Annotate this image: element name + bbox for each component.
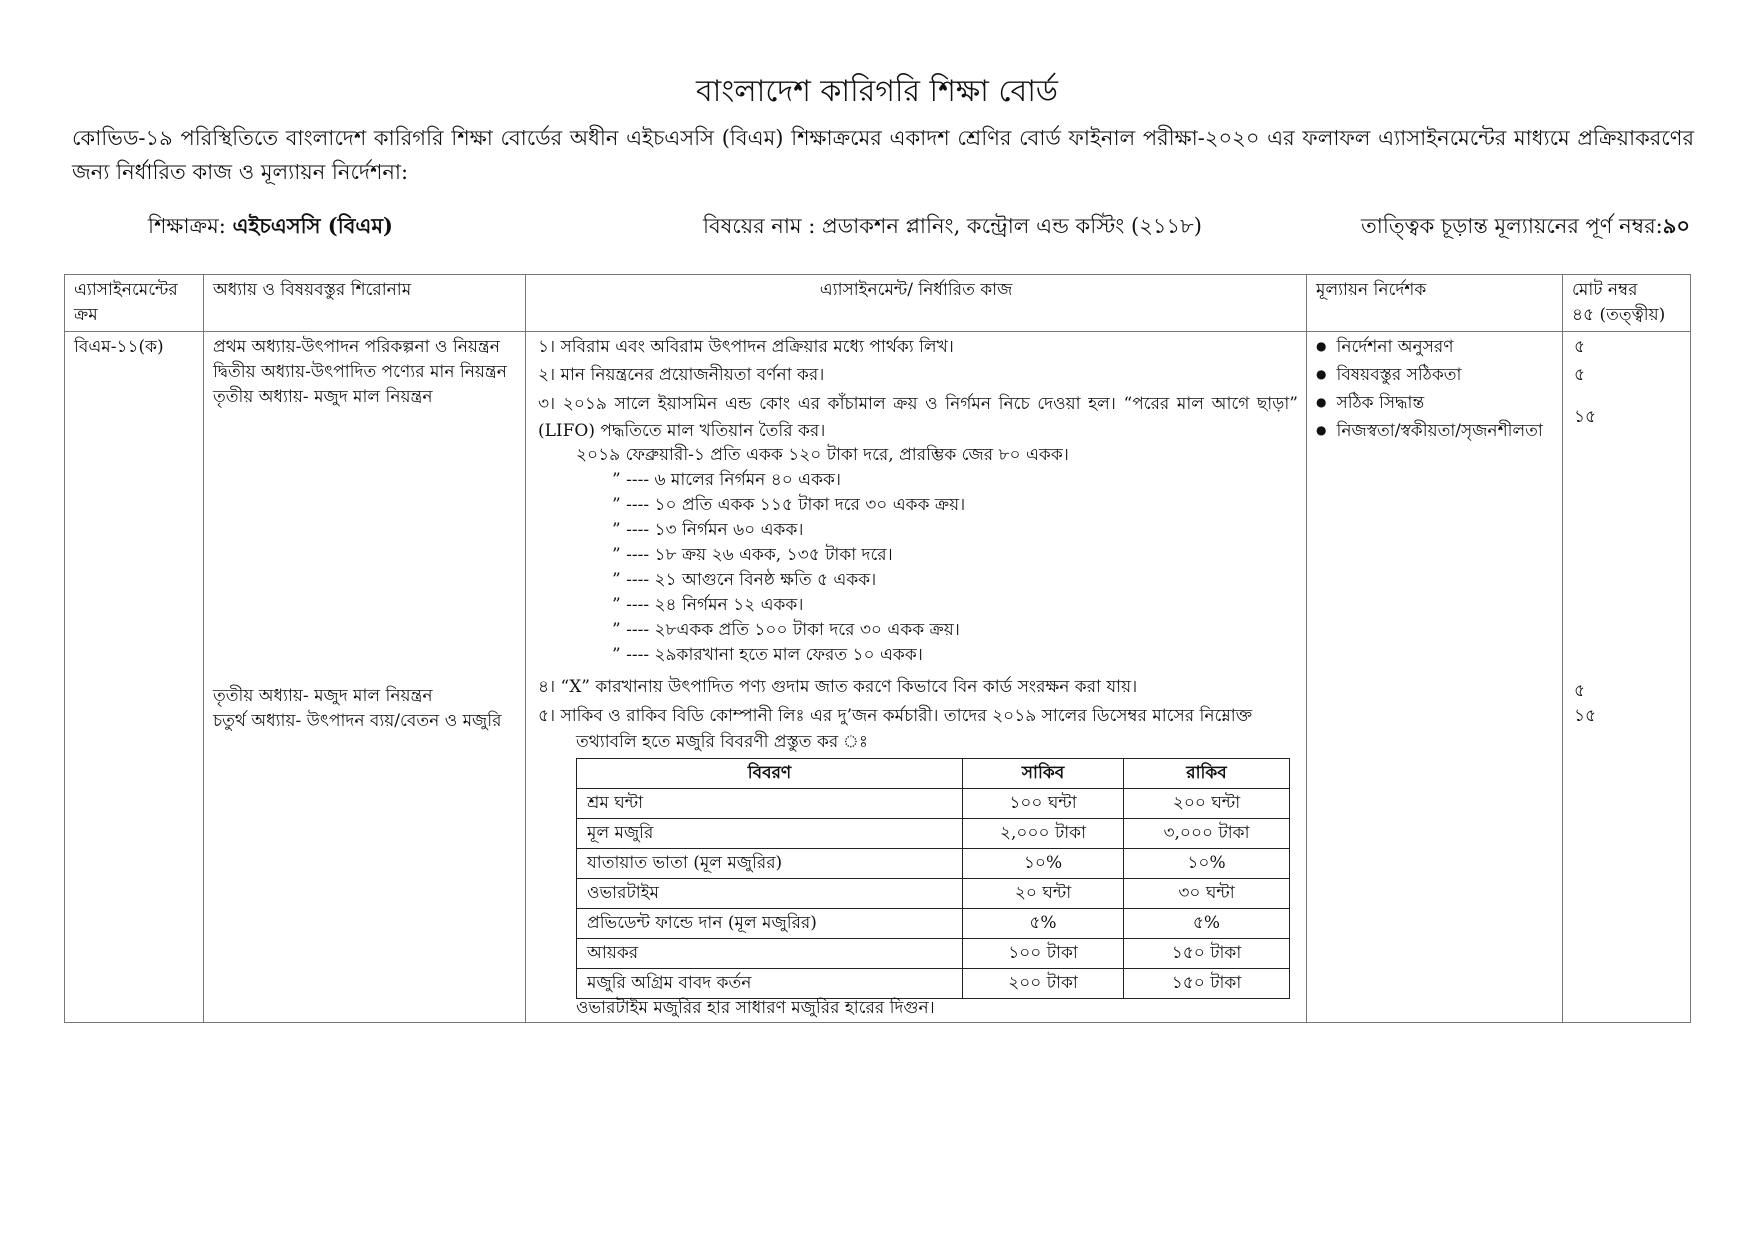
chapter-item: তৃতীয় অধ্যায়- মজুদ মাল নিয়ন্ত্রন [213, 387, 433, 407]
wage-rakib: ১০% [1124, 849, 1290, 879]
question-3: ৩। ২০১৯ সালে ইয়াসমিন এন্ড কোং এর কাঁচামাল ক্রয় ও নির্গমন নিচে দেওয়া হল। “পরের মাল আগে ছাড়া” (LIFO) পদ্ধতিতে মাল খতিয়ান তৈরি কর। [538, 394, 1298, 441]
assignment-table [64, 274, 1691, 1023]
marks-value: ৫ [1574, 681, 1586, 701]
curriculum-line [148, 206, 393, 246]
wage-item: মজুরি অগ্রিম বাবদ কর্তন [577, 969, 963, 999]
curriculum-label: শিক্ষাক্রম: [148, 214, 233, 238]
chapter-item: প্রথম অধ্যায়-উৎপাদন পরিকল্পনা ও নিয়ন্ত্রন [213, 337, 500, 357]
wage-row [577, 819, 1290, 849]
ledger-entry: ” ---- ২৯কারখানা হতে মাল ফেরত ১০ একক। [612, 645, 923, 665]
header-marks-line2: ৪৫ (তত্ত্বীয়) [1572, 305, 1666, 325]
wage-sakib: ১০০ ঘন্টা [963, 789, 1124, 819]
serial-cell [65, 332, 204, 1023]
subject-name: বিষয়ের নাম : প্রডাকশন প্লানিং, কন্ট্রোল এন্ড কস্টিং (২১১৮) [703, 214, 1202, 238]
wage-sakib: ১০% [963, 849, 1124, 879]
question-4: ৪। “X” কারখানায় উৎপাদিত পণ্য গুদাম জাত করণে কিভাবে বিন কার্ড সংরক্ষন করা যায়। [538, 677, 1138, 697]
assignment-serial: বিএম-১১(ক) [74, 337, 164, 357]
table-header-row [65, 275, 1691, 332]
criteria-cell [1307, 332, 1563, 1023]
wage-row [577, 969, 1290, 999]
wage-sakib: ২০ ঘন্টা [963, 879, 1124, 909]
marks-value: ১৫ [1574, 407, 1597, 427]
question-5-continued: তথ্যাবলি হতে মজুরি বিবরণী প্রস্তুত কর ঃ [576, 732, 868, 752]
wage-rakib: ৫% [1124, 909, 1290, 939]
header-serial: এ্যাসাইনমেন্টের ক্রম [65, 275, 204, 332]
wage-rakib: ৩০ ঘন্টা [1124, 879, 1290, 909]
full-marks-line [1361, 206, 1690, 246]
ledger-entry: ” ---- ১০ প্রতি একক ১১৫ টাকা দরে ৩০ একক ক্রয়। [612, 495, 966, 515]
wage-sakib: ১০০ টাকা [963, 939, 1124, 969]
wage-row [577, 879, 1290, 909]
curriculum-value: এইচএসসি (বিএম) [232, 213, 393, 238]
wage-rakib: ২০০ ঘন্টা [1124, 789, 1290, 819]
wage-item: শ্রম ঘন্টা [577, 789, 963, 819]
wage-item: মূল মজুরি [577, 819, 963, 849]
chapter-item: তৃতীয় অধ্যায়- মজুদ মাল নিয়ন্ত্রন [213, 686, 433, 706]
ledger-entry: ” ---- ২৮একক প্রতি ১০০ টাকা দরে ৩০ একক ক্রয়। [612, 620, 960, 640]
wage-sakib: ২,০০০ টাকা [963, 819, 1124, 849]
ledger-opening: ২০১৯ ফেব্রুয়ারী-১ প্রতি একক ১২০ টাকা দরে, প্রারম্ভিক জের ৮০ একক। [576, 445, 1069, 465]
full-marks-label: তাত্ত্বিক চূড়ান্ত মূল্যায়নের পূর্ণ নম্বর: [1361, 214, 1663, 238]
ledger-entry: ” ---- ২১ আগুনে বিনষ্ঠ ক্ষতি ৫ একক। [612, 570, 877, 590]
ledger-entry: ” ---- ৬ মালের নির্গমন ৪০ একক। [612, 470, 841, 490]
header-marks-line1: মোট নম্বর [1572, 280, 1638, 300]
wage-data-table [576, 758, 1290, 999]
wage-header: রাকিব [1124, 759, 1290, 789]
wage-header: সাকিব [963, 759, 1124, 789]
wage-item: ওভারটাইম [577, 879, 963, 909]
task-cell [526, 332, 1307, 1023]
wage-rakib: ১৫০ টাকা [1124, 969, 1290, 999]
wage-header-row [577, 759, 1290, 789]
wage-note: ওভারটাইম মজুরির হার সাধারণ মজুরির হারের দিগুন। [576, 998, 935, 1018]
question-2: ২। মান নিয়ন্ত্রনের প্রয়োজনীয়তা বর্ণনা কর। [538, 365, 825, 385]
wage-item: আয়কর [577, 939, 963, 969]
ledger-entry: ” ---- ২৪ নির্গমন ১২ একক। [612, 595, 804, 615]
wage-header: বিবরণ [577, 759, 963, 789]
wage-sakib: ৫% [963, 909, 1124, 939]
intro-paragraph: কোভিড-১৯ পরিস্থিতিতে বাংলাদেশ কারিগরি শিক্ষা বোর্ডের অধীন এইচএসসি (বিএম) শিক্ষাক্রমের একাদশ শ্রেণির বোর্ড ফাইনাল পরীক্ষা-২০২০ এর ফলাফল এ্যাসাইনমেন্টের মাধ্যমে প্রক্রিয়াকরণের জন্য নির্ধারিত কাজ ও মূল্যায়ন নির্দেশনা: [72, 126, 1694, 184]
full-marks-value: ৯০ [1662, 213, 1690, 238]
wage-item: প্রভিডেন্ট ফান্ডে দান (মূল মজুরির) [577, 909, 963, 939]
marks-value: ৫ [1574, 337, 1586, 357]
criteria-item: ● বিষয়বস্তুর সঠিকতা [1316, 363, 1461, 389]
wage-item: যাতায়াত ভাতা (মূল মজুরির) [577, 849, 963, 879]
wage-row [577, 849, 1290, 879]
page-title: বাংলাদেশ কারিগরি শিক্ষা বোর্ড [695, 74, 1059, 109]
chapter-cell [204, 332, 526, 1023]
criteria-item: ● সঠিক সিদ্ধান্ত [1316, 391, 1424, 417]
wage-row [577, 789, 1290, 819]
table-row [65, 332, 1691, 1023]
wage-row [577, 909, 1290, 939]
ledger-entry: ” ---- ১৮ ক্রয় ২৬ একক, ১৩৫ টাকা দরে। [612, 545, 893, 565]
wage-sakib: ২০০ টাকা [963, 969, 1124, 999]
marks-cell [1563, 332, 1691, 1023]
header-chapter: অধ্যায় ও বিষয়বস্তুর শিরোনাম [204, 275, 526, 332]
wage-row [577, 939, 1290, 969]
criteria-item: ● নির্দেশনা অনুসরণ [1316, 335, 1454, 361]
chapter-item: দ্বিতীয় অধ্যায়-উৎপাদিত পণ্যের মান নিয়ন্ত্রন [213, 362, 507, 382]
wage-rakib: ৩,০০০ টাকা [1124, 819, 1290, 849]
question-1: ১। সবিরাম এবং অবিরাম উৎপাদন প্রক্রিয়ার মধ্যে পার্থক্য লিখ। [538, 337, 954, 357]
ledger-entry: ” ---- ১৩ নির্গমন ৬০ একক। [612, 520, 804, 540]
header-criteria: মূল্যায়ন নির্দেশক [1307, 275, 1563, 332]
wage-rakib: ১৫০ টাকা [1124, 939, 1290, 969]
chapter-item: চতুর্থ অধ্যায়- উৎপাদন ব্যয়/বেতন ও মজুরি [213, 711, 502, 731]
question-5: ৫। সাকিব ও রাকিব বিডি কোম্পানী লিঃ এর দু’জন কর্মচারী। তাদের ২০১৯ সালের ডিসেম্বর মাসের নিম্নোক্ত [538, 706, 1253, 726]
header-task: এ্যাসাইনমেন্ট/ নির্ধারিত কাজ [526, 275, 1307, 332]
marks-value: ৫ [1574, 365, 1586, 385]
marks-value: ১৫ [1574, 706, 1597, 726]
header-marks [1563, 275, 1691, 332]
criteria-item: ● নিজস্বতা/স্বকীয়তা/সৃজনশীলতা [1316, 419, 1543, 445]
